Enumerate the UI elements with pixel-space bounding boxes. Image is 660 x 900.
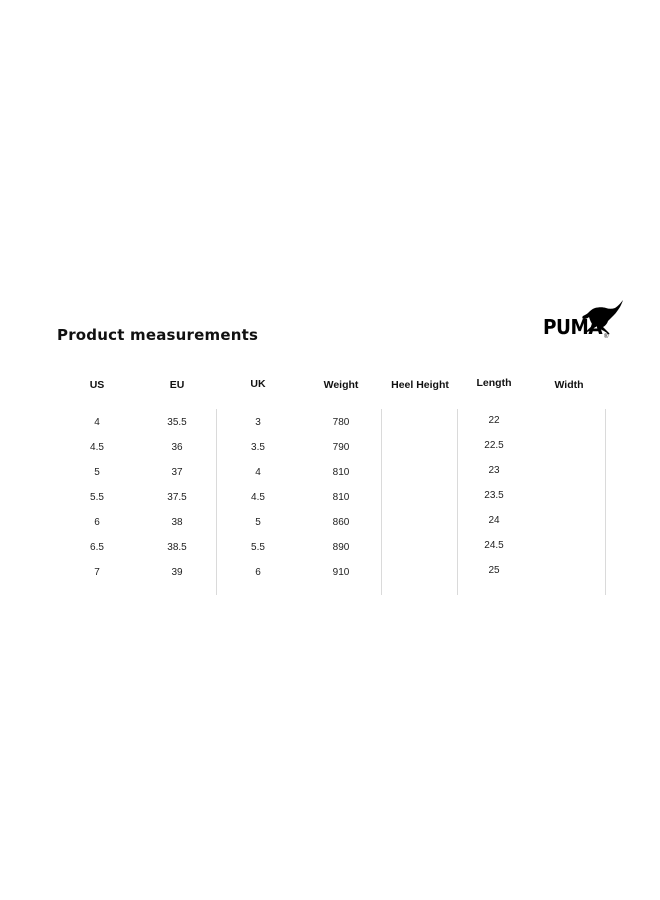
cell-length: 23	[488, 465, 500, 476]
cell-weight: 860	[332, 517, 350, 528]
cell-length: 22.5	[484, 440, 504, 451]
column-header-us: US	[89, 379, 105, 391]
cell-weight: 910	[332, 567, 350, 578]
cell-uk: 4.5	[251, 492, 265, 503]
cell-us: 4.5	[90, 442, 104, 453]
cell-eu: 35.5	[167, 417, 187, 428]
cell-us: 5	[94, 467, 100, 478]
cell-us: 6.5	[90, 542, 104, 553]
cell-length: 25	[488, 565, 500, 576]
cell-uk: 3	[255, 417, 261, 428]
column-divider	[457, 409, 458, 595]
cell-uk: 5.5	[251, 542, 265, 553]
cell-length: 24.5	[484, 540, 504, 551]
cell-us: 7	[94, 567, 100, 578]
cell-eu: 38.5	[167, 542, 187, 553]
brand-wordmark: PUMA	[543, 315, 603, 339]
cell-weight: 890	[332, 542, 350, 553]
column-header-weight: Weight	[323, 379, 359, 391]
cell-uk: 4	[255, 467, 261, 478]
cell-eu: 37	[171, 467, 183, 478]
cell-uk: 5	[255, 517, 261, 528]
cell-eu: 36	[171, 442, 183, 453]
column-header-uk: UK	[250, 378, 266, 390]
cell-weight: 810	[332, 467, 350, 478]
cell-us: 5.5	[90, 492, 104, 503]
cell-uk: 3.5	[251, 442, 265, 453]
cell-length: 22	[488, 415, 500, 426]
cell-eu: 39	[171, 567, 183, 578]
column-divider	[381, 409, 382, 595]
cell-us: 6	[94, 517, 100, 528]
cell-eu: 38	[171, 517, 183, 528]
cell-weight: 790	[332, 442, 350, 453]
column-header-eu: EU	[169, 379, 185, 391]
cell-length: 24	[488, 515, 500, 526]
column-header-length: Length	[476, 377, 512, 389]
page-title: Product measurements	[57, 326, 259, 344]
cell-uk: 6	[255, 567, 261, 578]
cell-weight: 780	[332, 417, 350, 428]
cell-us: 4	[94, 417, 100, 428]
registered-mark: ®	[604, 334, 609, 340]
cell-length: 23.5	[484, 490, 504, 501]
column-divider	[605, 409, 606, 595]
column-header-heel-height: Heel Height	[391, 379, 449, 391]
cell-eu: 37.5	[167, 492, 187, 503]
column-header-width: Width	[554, 379, 584, 391]
column-divider	[216, 409, 217, 595]
cell-weight: 810	[332, 492, 350, 503]
